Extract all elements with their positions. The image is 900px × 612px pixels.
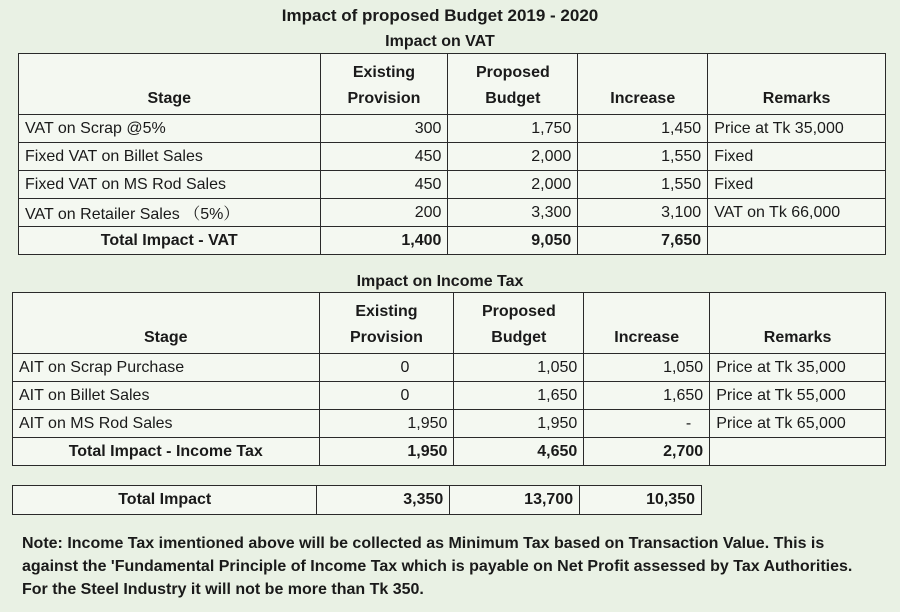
footnote: Note: Income Tax imentioned above will be collected as Minimum Tax based on Transaction Value. This is against the 'Fundamental Principle of Income Tax which is payable on Net Profit assessed by Tax Authorities. For the Steel Industry it will not be more than Tk 350. [22, 535, 853, 598]
vat-total-row [19, 227, 886, 255]
vat-table [18, 53, 886, 255]
vat-total-proposed: 9,050 [448, 227, 578, 255]
it-stage-cell: AIT on Scrap Purchase [13, 354, 320, 382]
it-remarks-cell: Price at Tk 35,000 [710, 354, 886, 382]
it-existing-cell: 0 [319, 354, 454, 382]
vat-proposed-cell: 1,750 [448, 115, 578, 143]
grand-total-label: Total Impact [13, 486, 317, 515]
vat-remarks-cell: Fixed [708, 143, 886, 171]
it-existing-cell: 0 [319, 382, 454, 410]
table-row [13, 410, 886, 438]
it-total-proposed: 4,650 [454, 438, 584, 466]
table-row [19, 199, 886, 227]
it-remarks-cell: Price at Tk 55,000 [710, 382, 886, 410]
it-total-remarks [710, 438, 886, 466]
vat-remarks-cell: VAT on Tk 66,000 [708, 199, 886, 227]
vat-remarks-cell: Fixed [708, 171, 886, 199]
it-existing-cell: 1,950 [319, 410, 454, 438]
it-proposed-cell: 1,950 [454, 410, 584, 438]
vat-stage-cell: Fixed VAT on Billet Sales [19, 143, 321, 171]
it-remarks-cell: Price at Tk 65,000 [710, 410, 886, 438]
vat-total-remarks [708, 227, 886, 255]
vat-increase-cell: 1,550 [578, 143, 708, 171]
income-tax-section-title: Impact on Income Tax [356, 273, 524, 290]
vat-increase-cell: 1,450 [578, 115, 708, 143]
it-stage-cell: AIT on Billet Sales [13, 382, 320, 410]
vat-proposed-cell: 2,000 [448, 171, 578, 199]
it-increase-cell: 1,650 [584, 382, 710, 410]
it-header-stage: Stage [13, 293, 320, 354]
it-proposed-cell: 1,650 [454, 382, 584, 410]
it-total-existing: 1,950 [319, 438, 454, 466]
it-total-increase: 2,700 [584, 438, 710, 466]
income-tax-header-row [13, 293, 886, 354]
vat-stage-cell: VAT on Scrap @5% [19, 115, 321, 143]
grand-total-existing: 3,350 [317, 486, 450, 515]
vat-header-row [19, 54, 886, 115]
table-row [13, 382, 886, 410]
table-row [13, 354, 886, 382]
table-row [19, 171, 886, 199]
vat-total-label: Total Impact - VAT [19, 227, 321, 255]
vat-header-existing: Existing Provision [320, 54, 448, 115]
vat-existing-cell: 300 [320, 115, 448, 143]
it-header-existing: Existing Provision [319, 293, 454, 354]
vat-increase-cell: 1,550 [578, 171, 708, 199]
vat-header-remarks: Remarks [708, 54, 886, 115]
it-increase-cell: - [584, 410, 710, 438]
grand-total-row [13, 486, 702, 515]
grand-total-proposed: 13,700 [450, 486, 580, 515]
it-header-increase: Increase [584, 293, 710, 354]
vat-stage-cell: VAT on Retailer Sales （5%） [19, 199, 321, 227]
it-total-row [13, 438, 886, 466]
vat-section-title: Impact on VAT [385, 33, 495, 50]
vat-stage-cell: Fixed VAT on MS Rod Sales [19, 171, 321, 199]
vat-proposed-cell: 2,000 [448, 143, 578, 171]
vat-total-increase: 7,650 [578, 227, 708, 255]
it-stage-cell: AIT on MS Rod Sales [13, 410, 320, 438]
it-proposed-cell: 1,050 [454, 354, 584, 382]
page-title: Impact of proposed Budget 2019 - 2020 [281, 6, 599, 25]
it-header-proposed: Proposed Budget [454, 293, 584, 354]
it-header-remarks: Remarks [710, 293, 886, 354]
vat-increase-cell: 3,100 [578, 199, 708, 227]
vat-header-increase: Increase [578, 54, 708, 115]
vat-existing-cell: 200 [320, 199, 448, 227]
vat-header-stage: Stage [19, 54, 321, 115]
table-row [19, 115, 886, 143]
grand-total-increase: 10,350 [580, 486, 702, 515]
vat-existing-cell: 450 [320, 171, 448, 199]
vat-existing-cell: 450 [320, 143, 448, 171]
it-total-label: Total Impact - Income Tax [13, 438, 320, 466]
table-row [19, 143, 886, 171]
vat-remarks-cell: Price at Tk 35,000 [708, 115, 886, 143]
vat-proposed-cell: 3,300 [448, 199, 578, 227]
income-tax-table [12, 292, 886, 466]
it-increase-cell: 1,050 [584, 354, 710, 382]
vat-total-existing: 1,400 [320, 227, 448, 255]
grand-total-table [12, 485, 702, 515]
vat-header-proposed: Proposed Budget [448, 54, 578, 115]
